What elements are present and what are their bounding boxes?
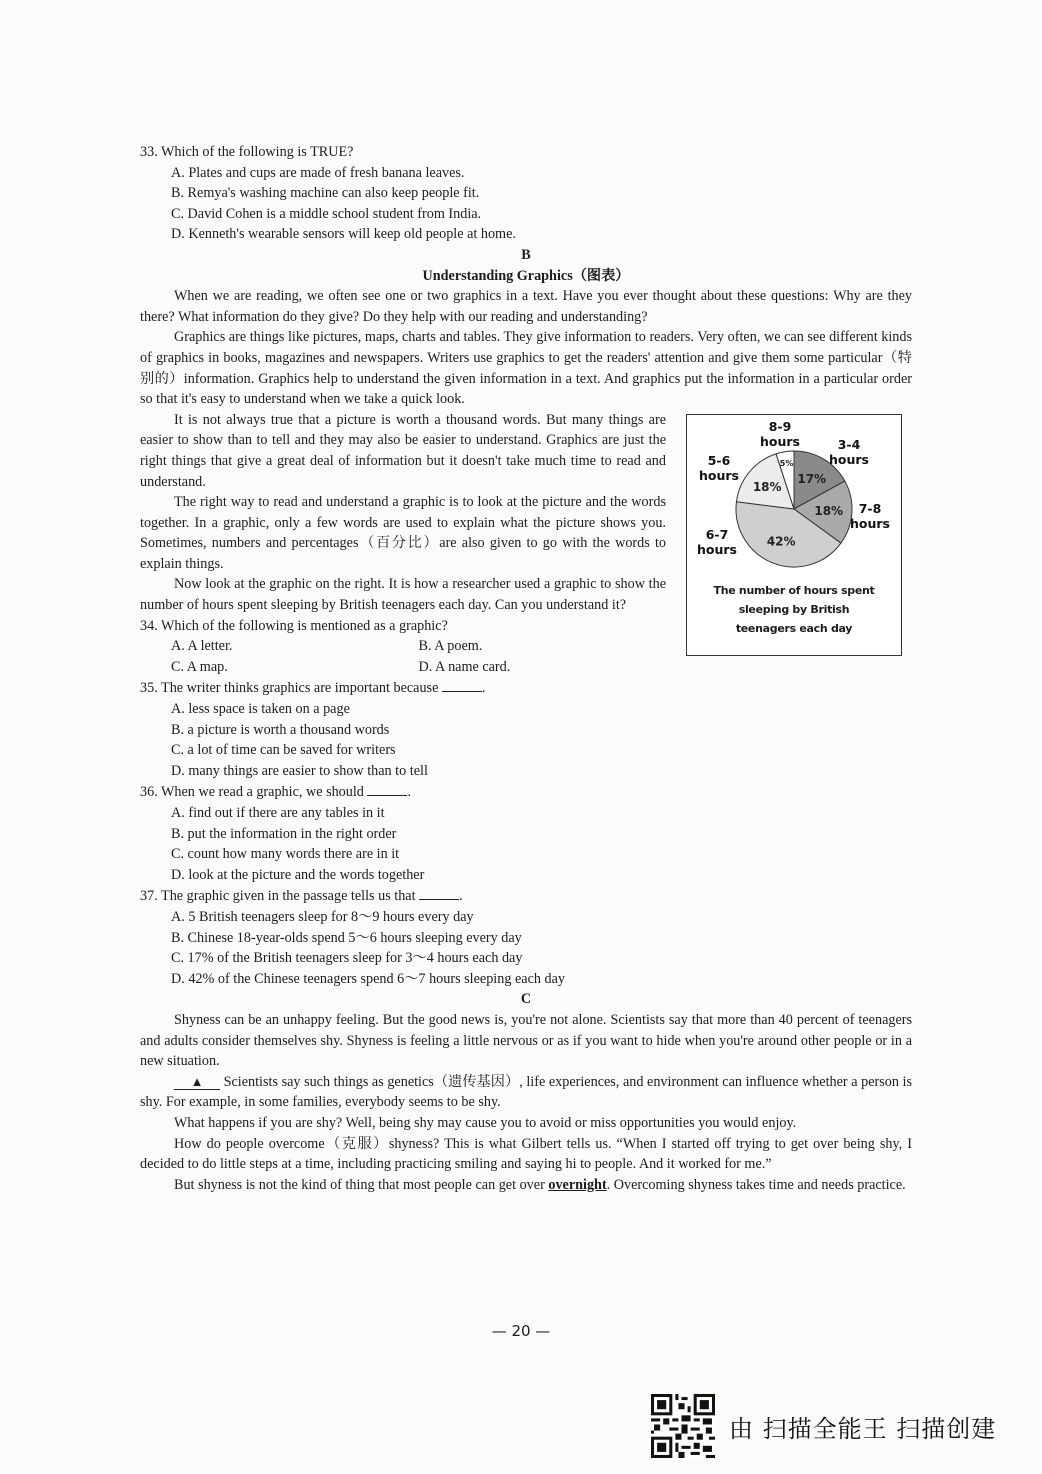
question-stem-text: 37. The graphic given in the passage tells us that (140, 888, 416, 905)
pie-data-label: 42% (766, 534, 796, 549)
option-b: B. Remya's washing machine can also keep people fit. (171, 185, 480, 202)
question-34 (140, 616, 666, 678)
question-stem-text: 35. The writer thinks graphics are important because (140, 680, 439, 697)
passage-b-paragraph-5: Now look at the graphic on the right. It is how a researcher used a graphic to show the number of hours spent sleeping by British teenagers each day. Can you understand it? (140, 576, 666, 614)
option-d: D. A name card. (418, 658, 511, 675)
pie-category-label: hours (699, 467, 739, 483)
question-35 (140, 677, 912, 781)
qr-code-icon (651, 1394, 715, 1458)
pie-data-label: 18% (814, 503, 844, 518)
question-end: . (407, 784, 411, 801)
option-d: D. Kenneth's wearable sensors will keep old people at home. (171, 226, 516, 243)
option-d: D. 42% of the Chinese teenagers spend 6～7 hours sleeping each day (171, 970, 565, 987)
passage-b-paragraph-3: It is not always true that a picture is worth a thousand words. But many things are easier to show than to tell and they may also be easier to understand. Graphics are just the right things that give a great deal of information but it doesn't take much time to read and understand. (140, 411, 666, 490)
section-c-letter: C (520, 991, 532, 1008)
section-b-letter: B (521, 246, 531, 263)
passage-b-paragraph-4: The right way to read and understand a graphic is to look at the picture and the words together. In a graphic, only a few words are used to explain what the picture shows you. Sometimes, numbers and percentages（百分比）are also given to go with the words to explain things. (140, 494, 666, 572)
pie-data-label: 18% (752, 479, 782, 494)
pie-data-label: 5% (779, 458, 794, 468)
pie-data-label: 17% (797, 471, 827, 486)
pie-category-label: 5-6 (707, 452, 731, 468)
pie-category-label: hours (850, 515, 890, 531)
sleep-hours-pie-chart (686, 414, 902, 656)
pie-category-label: hours (760, 433, 800, 449)
passage-c-paragraph-4: How do people overcome（克服）shyness? This is what Gilbert tells us. “When I started off trying to get over being shy, I decided to do little steps at a time, including practicing smiling and saying hi to people. And it worked for me.” (140, 1135, 912, 1173)
chart-caption-line: teenagers each day (735, 621, 853, 635)
chart-caption (687, 581, 901, 638)
pie-category-label: hours (829, 451, 869, 467)
option-a: A. find out if there are any tables in it (171, 805, 385, 821)
option-b: B. Chinese 18-year-olds spend 5～6 hours sleeping every day (171, 929, 522, 946)
option-d: D. many things are easier to show than to tell (171, 762, 428, 779)
pie-category-label: 6-7 (705, 526, 729, 542)
option-a: A. Plates and cups are made of fresh banana leaves. (171, 164, 465, 181)
question-33 (140, 142, 912, 245)
option-a: A. 5 British teenagers sleep for 8～9 hours every day (171, 908, 474, 925)
question-end: . (459, 888, 463, 905)
pie-category-label: 3-4 (837, 436, 861, 452)
underlined-word: overnight (548, 1176, 607, 1193)
question-stem: 34. Which of the following is mentioned as a graphic? (140, 617, 448, 634)
option-c: C. a lot of time can be saved for writers (171, 742, 396, 759)
answer-blank (442, 677, 482, 692)
pie-category-label: 7-8 (858, 500, 882, 516)
chart-caption-line: The number of hours spent (713, 583, 875, 597)
passage-c-paragraph-5 (140, 1175, 912, 1196)
question-37 (140, 885, 912, 989)
scanner-watermark (651, 1394, 996, 1458)
watermark-text: 由 扫描全能王 扫描创建 (729, 1414, 997, 1443)
answer-blank (419, 885, 459, 900)
sentence-gap-marker: ▲ (174, 1075, 220, 1090)
answer-blank (367, 781, 407, 796)
pie-category-label: 8-9 (768, 418, 792, 434)
option-c: C. 17% of the British teenagers sleep for 3～4 hours each day (171, 950, 523, 967)
passage-c-paragraph-3: What happens if you are shy? Well, being shy may cause you to avoid or miss opportunities you would enjoy. (174, 1114, 797, 1131)
question-36 (140, 781, 912, 885)
option-b: B. A poem. (418, 638, 483, 655)
question-stem (140, 885, 912, 907)
option-c: C. count how many words there are in it (171, 846, 400, 863)
option-b: B. a picture is worth a thousand words (171, 721, 390, 738)
passage-b-paragraph-2: Graphics are things like pictures, maps, charts and tables. They give information to readers. Very often, we can see different kinds of graphics in books, magazines and newspapers. Writers use graphics to get the readers' attention and give them some particular（特别的）information. Graphics help to understand the given information in a text. And graphics put the information in a particular order so that it's easy to understand when we take a quick look. (140, 329, 912, 408)
exam-page (140, 142, 912, 1195)
question-stem-text: 36. When we read a graphic, we should (140, 784, 364, 801)
option-a: A. A letter. (171, 638, 233, 655)
page-number: — 20 — (491, 1322, 551, 1340)
question-stem: 33. Which of the following is TRUE? (140, 144, 354, 160)
paragraph-text: But shyness is not the kind of thing that most people can get over (174, 1176, 549, 1193)
passage-b-title: Understanding Graphics（图表） (422, 267, 630, 284)
question-stem (140, 781, 912, 803)
option-c: C. David Cohen is a middle school student from India. (171, 205, 482, 222)
chart-caption-line: sleeping by British (738, 602, 850, 616)
paragraph-text: Scientists say such things as genetics（遗传基因）, life experiences, and environment can influence whether a person is shy. For example, in some families, everybody seems to be shy. (140, 1073, 912, 1111)
passage-c-paragraph-2 (140, 1072, 912, 1113)
paragraph-text: . Overcoming shyness takes time and needs practice. (606, 1176, 906, 1193)
pie-category-label: hours (697, 541, 737, 557)
option-c: C. A map. (171, 658, 228, 675)
option-b: B. put the information in the right order (171, 825, 397, 842)
option-a: A. less space is taken on a page (171, 701, 350, 718)
question-stem (140, 677, 912, 699)
option-d: D. look at the picture and the words together (171, 866, 425, 883)
passage-c-paragraph-1: Shyness can be an unhappy feeling. But the good news is, you're not alone. Scientists say that more than 40 percent of teenagers and adults consider themselves shy. Shyness is feeling a little nervous or as if you want to hide when you're around other people or in a new situation. (140, 1011, 912, 1070)
passage-with-figure (140, 410, 912, 678)
passage-b-paragraph-1: When we are reading, we often see one or two graphics in a text. Have you ever thought about these questions: Why are they there? What information do they give? Do they help with our reading and understanding? (140, 288, 912, 325)
question-end: . (481, 680, 486, 697)
